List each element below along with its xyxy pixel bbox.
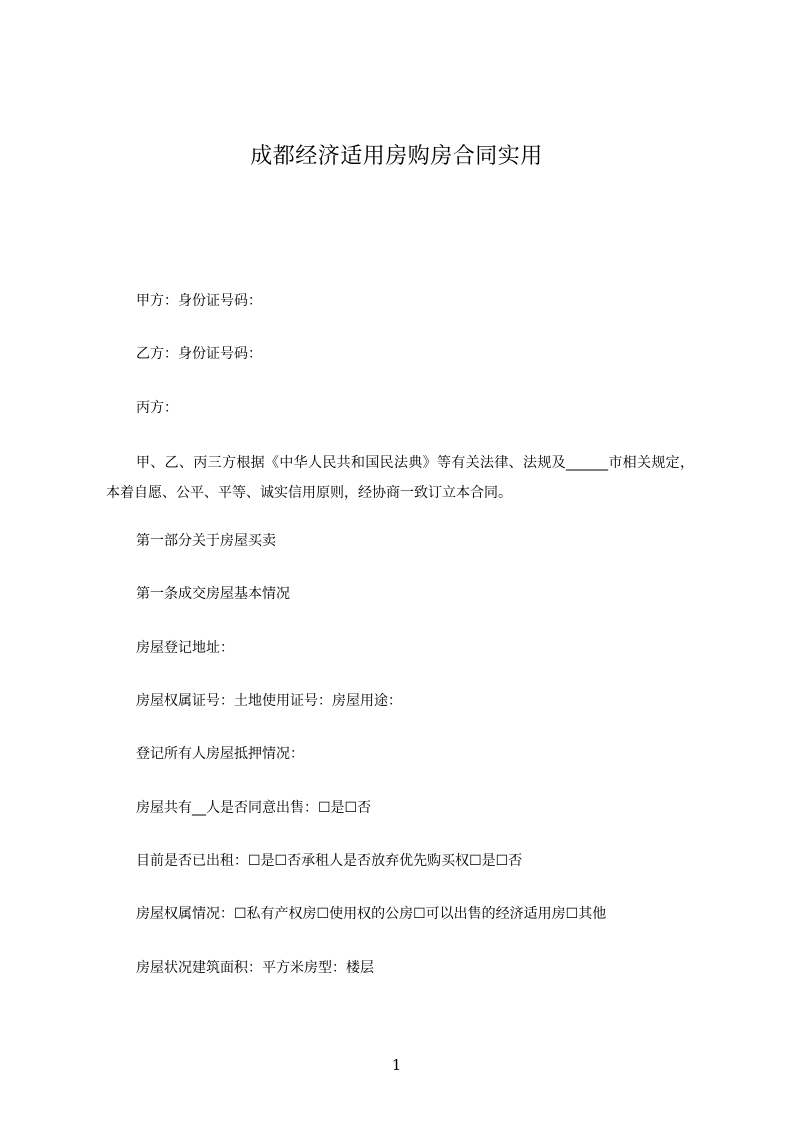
page-number: 1 [391,1056,402,1074]
intro-paragraph: 甲、乙、丙三方根据《中华人民共和国民法典》等有关法律、法规及______市相关规定，本着自愿、公平、平等、诚实信用原则，经协商一致订立本合同。 [106,455,694,501]
property-condition-line: 房屋状况建筑面积：平方米房型：楼层 [136,960,374,976]
party-c-line: 丙方： [136,400,178,416]
part-one-heading: 第一部分关于房屋买卖 [136,533,276,549]
mortgage-status-line: 登记所有人房屋抵押情况： [136,746,304,762]
page-title: 成都经济适用房购房合同实用 [250,144,543,169]
co-owner-consent-line: 房屋共有__人是否同意出售：☐是☐否 [136,800,372,816]
party-a-line: 甲方：身份证号码： [136,293,262,309]
party-b-line: 乙方：身份证号码： [136,346,262,362]
rental-status-line: 目前是否已出租：☐是☐否承租人是否放弃优先购买权☐是☐否 [136,853,523,869]
article-one-heading: 第一条成交房屋基本情况 [136,586,290,602]
ownership-type-line: 房屋权属情况：☐私有产权房☐使用权的公房☐可以出售的经济适用房☐其他 [136,906,607,922]
ownership-certificate-line: 房屋权属证号：土地使用证号：房屋用途： [136,693,402,709]
registered-address-line: 房屋登记地址： [136,640,234,656]
